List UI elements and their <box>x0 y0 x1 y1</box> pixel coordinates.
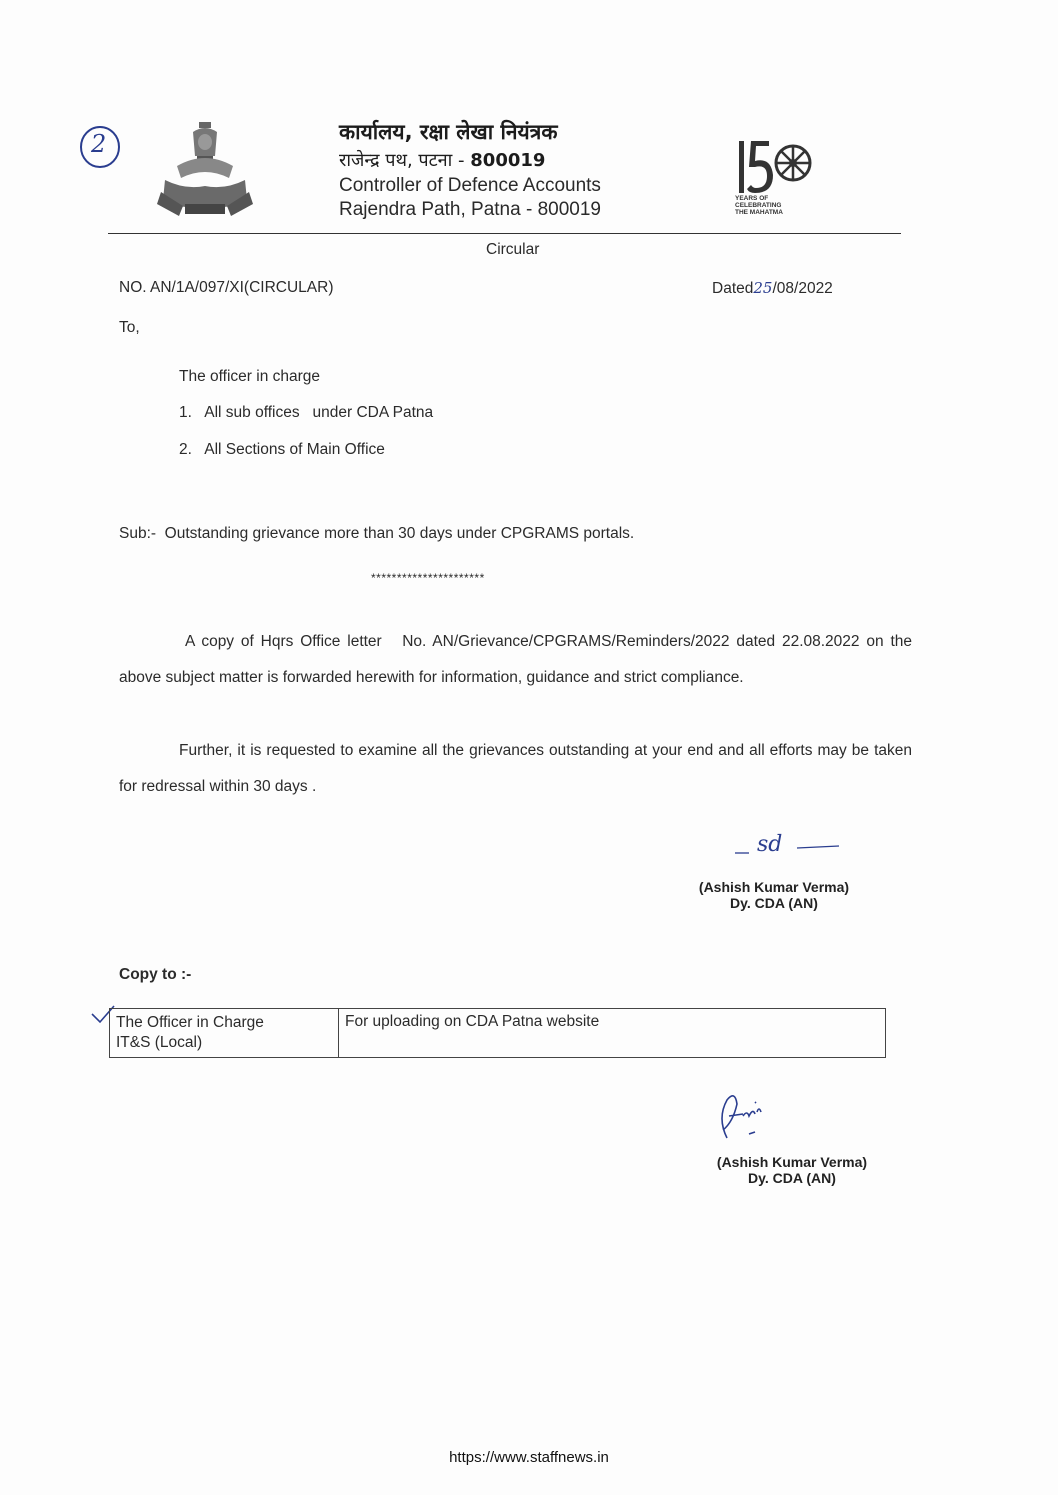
gandhi-logo-line2: CELEBRATING <box>735 202 782 209</box>
gandhi-logo-line1: YEARS OF <box>735 195 769 202</box>
copy-recipient-cell <box>110 1009 339 1058</box>
header-divider <box>108 233 901 234</box>
list-item-text: All sub offices under CDA Patna <box>204 404 434 421</box>
body-paragraph-2: Further, it is requested to examine all the grievances outstanding at your end and all efforts may be taken for redressal within 30 days . <box>119 742 912 795</box>
to-label: To, <box>119 319 140 336</box>
cda-emblem <box>155 120 255 220</box>
signatory-block-1 <box>676 879 872 911</box>
gandhi-logo-text <box>735 195 783 216</box>
sd-signature-mark <box>733 832 843 862</box>
copy-to-table <box>109 1008 886 1058</box>
list-item-text: All Sections of Main Office <box>204 441 385 458</box>
date-prefix: Dated <box>712 280 754 297</box>
table-row <box>110 1009 886 1058</box>
reference-number: NO. AN/1A/097/XI(CIRCULAR) <box>119 279 334 296</box>
copy-recipient-line2: IT&S (Local) <box>116 1034 203 1051</box>
signatory-block-2 <box>694 1154 890 1186</box>
address-hindi-street: राजेन्द्र पथ, पटना - <box>339 150 471 171</box>
circled-number-text: 2 <box>91 130 107 158</box>
charkha-icon <box>725 133 815 203</box>
recipient-list-item <box>179 441 385 459</box>
signatory-designation: Dy. CDA (AN) <box>748 1170 836 1186</box>
copy-to-label: Copy to :- <box>119 966 192 983</box>
office-name-hindi: कार्यालय, रक्षा लेखा नियंत्रक <box>339 120 558 144</box>
office-address-hindi <box>339 148 545 172</box>
address-hindi-pin: 800019 <box>470 150 546 171</box>
recipient-list-item <box>179 404 433 422</box>
signatory-designation: Dy. CDA (AN) <box>730 895 818 911</box>
document-type: Circular <box>486 241 540 258</box>
sd-stroke-icon <box>733 832 843 862</box>
handwritten-signature-icon <box>713 1088 773 1148</box>
ashoka-lion-emblem-icon <box>155 120 255 220</box>
list-item-number: 1. <box>179 404 192 421</box>
date-handwritten-day: 25 <box>753 279 773 297</box>
separator-stars: ********************** <box>371 571 485 585</box>
office-name-english: Controller of Defence Accounts <box>339 175 601 196</box>
document-date <box>712 279 833 298</box>
date-suffix: /08/2022 <box>772 280 833 297</box>
list-item-number: 2. <box>179 441 192 458</box>
circled-number-annotation <box>78 124 122 170</box>
body-paragraph-1: A copy of Hqrs Office letter No. AN/Grievance/CPGRAMS/Reminders/2022 dated 22.08.2022 on the above subject matter is forwarded herewith for information, guidance and strict compliance. <box>119 633 917 686</box>
subject-line: Sub:- Outstanding grievance more than 30 days under CPGRAMS portals. <box>119 525 635 542</box>
signatory-name: (Ashish Kumar Verma) <box>716 1154 868 1170</box>
copy-recipient-line1: The Officer in Charge <box>116 1014 264 1031</box>
gandhi-logo-line3: THE MAHATMA <box>735 209 783 216</box>
footer-url: https://www.staffnews.in <box>449 1449 609 1466</box>
signatory-name: (Ashish Kumar Verma) <box>698 879 850 895</box>
recipient-heading: The officer in charge <box>179 368 321 385</box>
gandhi-150-logo <box>725 133 815 233</box>
copy-purpose-cell: For uploading on CDA Patna website <box>339 1009 886 1058</box>
office-address-english: Rajendra Path, Patna - 800019 <box>339 199 601 220</box>
sd-text: sd <box>757 832 783 857</box>
